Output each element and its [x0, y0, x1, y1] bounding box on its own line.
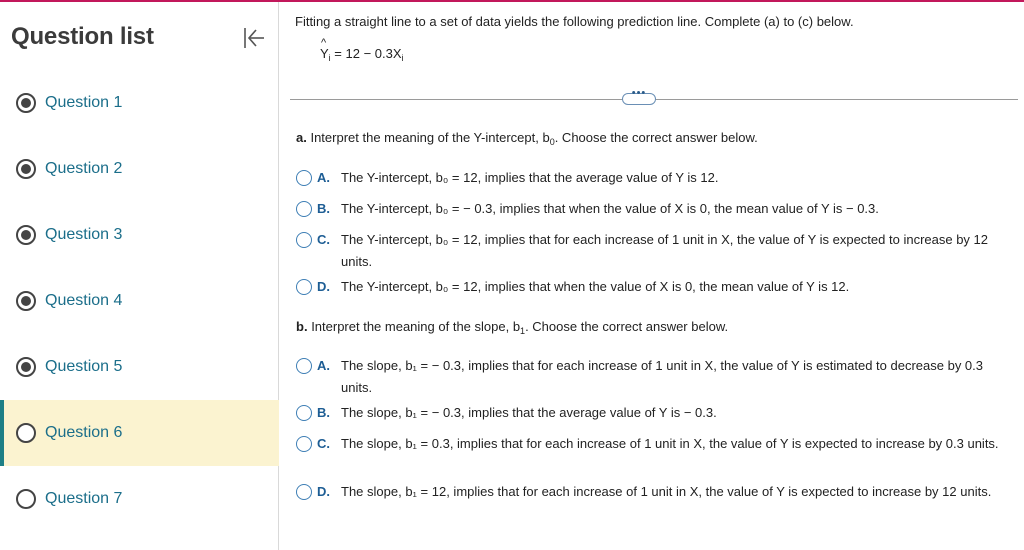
answered-status-icon: [16, 357, 36, 377]
sidebar-header: [0, 2, 279, 68]
answered-status-icon: [16, 291, 36, 311]
question-item-3[interactable]: [0, 202, 279, 268]
sidebar-title: Question list: [11, 23, 154, 50]
question-item-label: Question 2: [45, 160, 123, 177]
collapse-left-icon: [240, 24, 268, 52]
question-list-sidebar: [0, 2, 279, 550]
question-item-label: Question 4: [45, 292, 123, 309]
option-letter: A.: [317, 358, 330, 373]
question-item-label: Question 1: [45, 94, 123, 111]
option-letter: B.: [317, 405, 330, 420]
option-radio[interactable]: [296, 279, 312, 295]
question-list: [0, 70, 279, 532]
collapse-sidebar-button[interactable]: [240, 24, 268, 52]
option-letter: D.: [317, 484, 330, 499]
equation-rhs: = 12 − 0.3X: [334, 46, 402, 61]
question-item-4[interactable]: [0, 268, 279, 334]
part-a-prefix: a.: [296, 130, 307, 145]
part-a-subscript: 0: [549, 137, 555, 147]
option-text: The Y-intercept, b₀ = 12, implies that for each increase of 1 unit in X, the value of Y is expected to increase by 12 units.: [341, 232, 988, 269]
question-item-5[interactable]: [0, 334, 279, 400]
option-radio[interactable]: [296, 436, 312, 452]
active-item-marker: [0, 400, 4, 466]
option-text: The Y-intercept, b₀ = 12, implies that when the value of X is 0, the mean value of Y is 12.: [341, 279, 850, 294]
question-instructions: Fitting a straight line to a set of data yields the following prediction line. Complete (a) to (c) below.: [295, 14, 854, 29]
part-b-prefix: b.: [296, 319, 308, 334]
part-b-subscript: 1: [520, 326, 526, 336]
option-text: The slope, b₁ = 12, implies that for each increase of 1 unit in X, the value of Y is expected to increase by 12 units.: [341, 484, 992, 499]
answered-status-icon: [16, 159, 36, 179]
part-b-prompt-text: Interpret the meaning of the slope, b: [311, 319, 521, 334]
question-item-label: Question 5: [45, 358, 123, 375]
part-b-prompt-suffix: . Choose the correct answer below.: [525, 319, 729, 334]
question-item-2[interactable]: [0, 136, 279, 202]
option-radio[interactable]: [296, 484, 312, 500]
option-text: The slope, b₁ = − 0.3, implies that for each increase of 1 unit in X, the value of Y is estimated to decrease by 0.3 units.: [341, 358, 984, 395]
unanswered-status-icon: [16, 489, 36, 509]
question-item-label: Question 7: [45, 490, 123, 507]
option-radio[interactable]: [296, 405, 312, 421]
option-letter: C.: [317, 436, 330, 451]
option-radio[interactable]: [296, 232, 312, 248]
question-content: [280, 2, 1024, 550]
answered-status-icon: [16, 225, 36, 245]
y-hat-symbol: ^ $Y_i$: [320, 37, 331, 63]
question-item-label: Question 3: [45, 226, 123, 243]
option-text: The Y-intercept, b₀ = 12, implies that the average value of Y is 12.: [341, 170, 719, 185]
option-radio[interactable]: [296, 170, 312, 186]
option-text: The slope, b₁ = − 0.3, implies that the average value of Y is − 0.3.: [341, 405, 717, 420]
question-item-7[interactable]: [0, 466, 279, 532]
option-letter: A.: [317, 170, 330, 185]
expand-more-button[interactable]: [622, 87, 656, 105]
option-radio[interactable]: [296, 201, 312, 217]
option-letter: B.: [317, 201, 330, 216]
option-text: The Y-intercept, b₀ = − 0.3, implies that when the value of X is 0, the mean value of Y is − 0.3.: [341, 201, 879, 216]
question-item-6[interactable]: [0, 400, 279, 466]
question-item-1[interactable]: [0, 70, 279, 136]
option-text: The slope, b₁ = 0.3, implies that for each increase of 1 unit in X, the value of Y is expected to increase by 0.3 units.: [341, 436, 999, 451]
part-a-prompt-suffix: . Choose the correct answer below.: [554, 130, 758, 145]
option-letter: C.: [317, 232, 330, 247]
option-letter: D.: [317, 279, 330, 294]
part-a-prompt: [296, 130, 758, 147]
question-item-label: Question 6: [45, 424, 123, 441]
answered-status-icon: [16, 93, 36, 113]
part-a-prompt-text: Interpret the meaning of the Y-intercept, b: [310, 130, 550, 145]
part-b-prompt: [296, 319, 728, 336]
more-dots-icon: •••: [631, 87, 647, 99]
unanswered-status-icon: [16, 423, 36, 443]
option-radio[interactable]: [296, 358, 312, 374]
prediction-equation: ^ $Y_i = 12 - 0.3X_i$: [320, 37, 404, 63]
